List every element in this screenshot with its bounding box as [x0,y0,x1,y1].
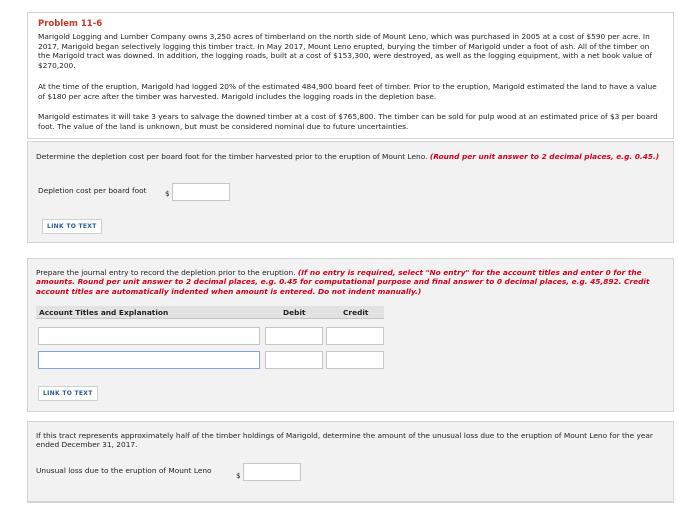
part-a-panel [27,141,674,243]
problem-title: Problem 11-6 [38,19,103,29]
currency-symbol: $ [165,189,170,198]
link-to-text-button[interactable]: LINK TO TEXT [38,386,98,401]
part-c-panel [27,421,674,503]
part-b-instruction: (If no entry is required, select "No entry" for the account titles and enter 0 for the amounts. Round per unit answer to 2 decimal places, e.g. 0.45 for computational purpose and final answer to 0 decimal places, e.g. 45,892. Credit account titles are automatically indented when amount is entered. Do not indent manually.) [36,268,650,296]
problem-paragraph-2: At the time of the eruption, Marigold had logged 20% of the estimated 484,900 board feet of timber. Prior to the eruption, Marigold estimated the land to have a value of $180 per acre after the timber was harvested. Marigold includes the logging roads in the depletion base. [38,82,657,101]
part-c-question: If this tract represents approximately half of the timber holdings of Marigold, determine the amount of the unusual loss due to the eruption of Mount Leno for the year ended December 31, 2017. [36,431,653,450]
credit-input-1[interactable] [326,327,384,345]
part-b-panel [27,258,674,412]
part-a-question-text: Determine the depletion cost per board foot for the timber harvested prior to the eruption of Mount Leno. [36,152,428,161]
account-title-input-2[interactable] [38,351,260,369]
problem-paragraph-1: Marigold Logging and Lumber Company owns 3,250 acres of timberland on the north side of Mount Leno, which was purchased in 2005 at a cost of $590 per acre. In 2017, Marigold began selectively logging this timber tract. In May 2017, Mount Leno erupted, burying the timber of Marigold under a foot of ash. All of the timber on the Marigold tract was downed. In addition, the logging roads, built at a cost of $153,300, were destroyed, as well as the logging equipment, with a net book value of $270,200. [38,32,653,70]
debit-header: Debit [283,308,306,317]
part-b-question-text: Prepare the journal entry to record the depletion prior to the eruption. [36,268,296,277]
credit-header: Credit [343,308,369,317]
link-to-text-button[interactable]: LINK TO TEXT [42,219,102,234]
account-titles-header: Account Titles and Explanation [39,308,169,317]
depletion-cost-input[interactable] [172,183,230,201]
part-a-instruction: (Round per unit answer to 2 decimal places, e.g. 0.45.) [429,152,660,161]
depletion-cost-label: Depletion cost per board foot [38,186,147,195]
part-b-question [36,268,664,296]
part-a-question [36,152,664,161]
problem-paragraph-3: Marigold estimates it will take 3 years to salvage the downed timber at a cost of $765,800. The timber can be sold for pulp wood at an estimated price of $3 per board foot. The value of the land is unknown, but must be considered nominal due to future uncertainties. [38,112,658,131]
debit-input-1[interactable] [265,327,323,345]
credit-input-2[interactable] [326,351,384,369]
account-title-input-1[interactable] [38,327,260,345]
currency-symbol: $ [236,471,241,480]
debit-input-2[interactable] [265,351,323,369]
journal-table-header [36,306,384,319]
unusual-loss-input[interactable] [243,463,301,481]
divider [27,501,672,502]
problem-panel [27,12,674,139]
unusual-loss-label: Unusual loss due to the eruption of Mount Leno [36,466,212,475]
